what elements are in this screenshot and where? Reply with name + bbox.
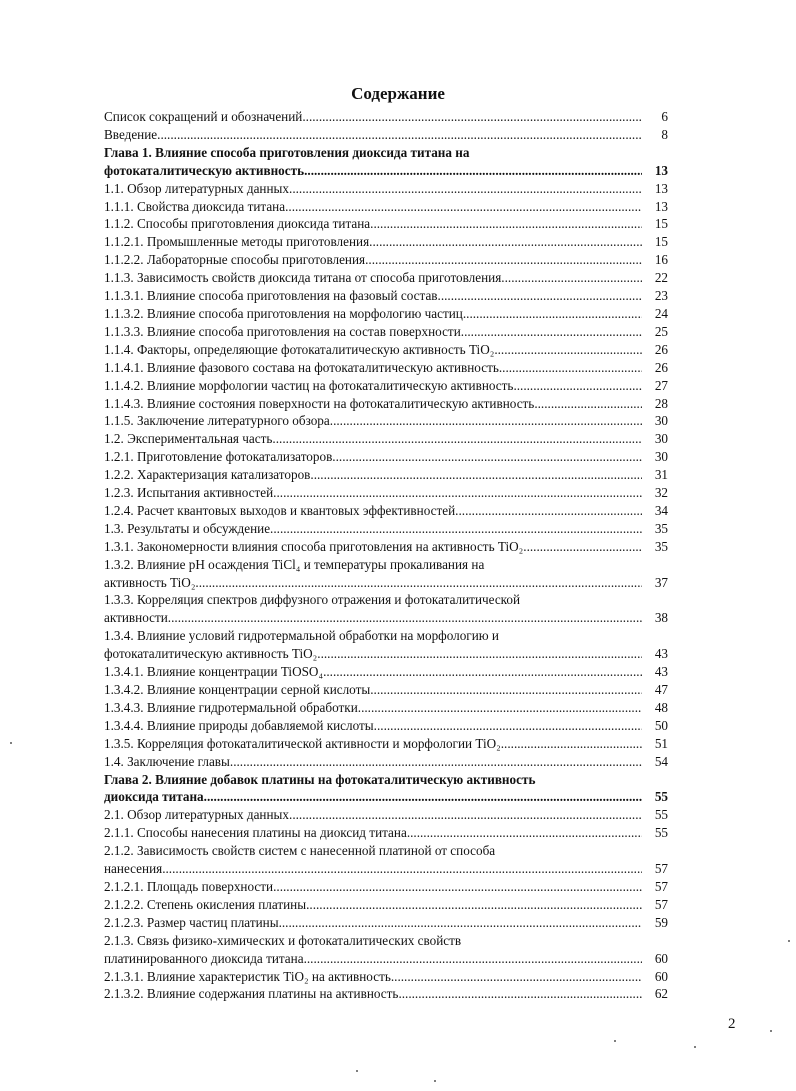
toc-entry-line <box>104 484 668 502</box>
toc-entry-title: 1.3.4.3. Влияние гидротермальной обработки <box>104 699 358 715</box>
toc-entry-title: 1.1.2. Способы приготовления диоксида титана <box>104 216 371 232</box>
dot-leader <box>310 466 642 484</box>
toc-entry-page: 23 <box>654 288 668 304</box>
toc-entry-title: 1.2. Экспериментальная часть <box>104 431 273 447</box>
toc-entry-line-continued <box>104 144 668 162</box>
dot-leader <box>370 215 642 233</box>
toc-entry-line <box>104 233 668 251</box>
toc-entry <box>104 126 668 144</box>
toc-entry-line <box>104 753 668 771</box>
toc-entry-title: 1.3.4.4. Влияние природы добавляемой кислоты <box>104 717 374 733</box>
dot-leader <box>304 950 642 968</box>
scan-speck <box>356 1070 358 1072</box>
dot-leader <box>407 824 642 842</box>
toc-entry <box>104 591 668 627</box>
toc-entry-line <box>104 717 668 735</box>
toc-entry-page: 57 <box>654 896 668 912</box>
dot-leader <box>317 645 642 663</box>
dot-leader <box>513 377 642 395</box>
toc-entry-title: 2.1.1. Способы нанесения платины на диоксид титана <box>104 825 407 841</box>
toc-entry-title: 2.1.2. Зависимость свойств систем с нанесенной платиной от способа <box>104 843 496 859</box>
toc-entry-line-continued <box>104 556 668 574</box>
toc-entry-line <box>104 609 668 627</box>
toc-entry-title: активность TiO₂ <box>104 574 196 590</box>
toc-entry-page: 30 <box>654 449 668 465</box>
toc-entry <box>104 198 668 216</box>
toc-entry-page: 8 <box>661 126 668 142</box>
toc-entry-title: 1.1.5. Заключение литературного обзора <box>104 413 330 429</box>
toc-entry-line <box>104 269 668 287</box>
toc-entry-title: 1.4. Заключение главы <box>104 753 230 769</box>
toc-entry <box>104 753 668 771</box>
toc-entry-line <box>104 341 668 359</box>
scan-speck <box>614 1040 616 1042</box>
dot-leader <box>330 412 642 430</box>
toc-entry-line <box>104 215 668 233</box>
toc-entry <box>104 251 668 269</box>
toc-entry-title: 1.2.1. Приготовление фотокатализаторов <box>104 449 333 465</box>
toc-entry-line-continued <box>104 932 668 950</box>
toc-entry-line-continued <box>104 627 668 645</box>
toc-entry-page: 13 <box>654 198 668 214</box>
dot-leader <box>302 108 642 126</box>
toc-entry-page: 26 <box>654 341 668 357</box>
toc-entry-line <box>104 323 668 341</box>
toc-entry-line <box>104 985 668 1003</box>
toc-entry-title: 2.1.2.2. Степень окисления платины <box>104 896 307 912</box>
dot-leader <box>168 609 642 627</box>
toc-entry-page: 16 <box>654 252 668 268</box>
table-of-contents <box>104 108 668 1003</box>
toc-entry-line <box>104 735 668 753</box>
toc-entry-title: 1.2.2. Характеризация катализаторов <box>104 467 311 483</box>
dot-leader <box>230 753 642 771</box>
scan-speck <box>434 1080 436 1082</box>
toc-entry-page: 37 <box>654 574 668 590</box>
toc-entry <box>104 824 668 842</box>
toc-entry-title: 2.1. Обзор литературных данных <box>104 807 290 823</box>
toc-entry-line <box>104 412 668 430</box>
scan-speck <box>694 1046 696 1048</box>
toc-entry-line <box>104 198 668 216</box>
toc-entry-page: 55 <box>654 789 668 805</box>
scan-speck <box>10 742 12 744</box>
toc-entry-line <box>104 395 668 413</box>
page-number: 2 <box>728 1016 736 1032</box>
toc-entry-title: 1.1.1. Свойства диоксида титана <box>104 198 286 214</box>
toc-entry-page: 15 <box>654 234 668 250</box>
dot-leader <box>461 323 642 341</box>
toc-entry <box>104 215 668 233</box>
toc-entry-page: 31 <box>654 467 668 483</box>
toc-entry-page: 55 <box>654 825 668 841</box>
toc-entry-line <box>104 968 668 986</box>
toc-entry <box>104 466 668 484</box>
dot-leader <box>370 681 642 699</box>
toc-entry-line <box>104 806 668 824</box>
toc-entry-page: 32 <box>654 485 668 501</box>
toc-entry-line <box>104 162 668 180</box>
toc-entry-page: 35 <box>654 520 668 536</box>
toc-entry <box>104 627 668 663</box>
toc-entry-page: 60 <box>654 968 668 984</box>
toc-entry <box>104 520 668 538</box>
toc-entry-line <box>104 251 668 269</box>
toc-entry <box>104 395 668 413</box>
toc-entry-page: 13 <box>654 180 668 196</box>
toc-entry <box>104 538 668 556</box>
toc-entry-line <box>104 896 668 914</box>
toc-entry-line <box>104 914 668 932</box>
toc-entry-title: Введение <box>104 126 158 142</box>
toc-entry-line <box>104 681 668 699</box>
dot-leader <box>365 251 642 269</box>
toc-entry-page: 47 <box>654 682 668 697</box>
toc-entry <box>104 341 668 359</box>
dot-leader <box>279 914 642 932</box>
dot-leader <box>534 395 642 413</box>
toc-entry-title: 1.3.1. Закономерности влияния способа приготовления на активность TiO₂ <box>104 538 524 554</box>
toc-entry-page: 51 <box>654 735 668 751</box>
toc-entry-page: 54 <box>654 753 668 769</box>
toc-entry <box>104 448 668 466</box>
page-title: Содержание <box>351 84 445 103</box>
toc-entry <box>104 681 668 699</box>
toc-entry-line <box>104 788 668 806</box>
toc-entry <box>104 287 668 305</box>
toc-entry <box>104 699 668 717</box>
dot-leader <box>523 538 642 556</box>
toc-entry-page: 22 <box>654 270 668 286</box>
toc-entry-title: Список сокращений и обозначений <box>104 109 303 124</box>
toc-entry-line <box>104 538 668 556</box>
dot-leader <box>391 968 642 986</box>
toc-entry-title: 1.1.2.2. Лабораторные способы приготовления <box>104 252 366 268</box>
toc-entry-page: 26 <box>654 359 668 375</box>
toc-entry-title: 1.1.4.3. Влияние состояния поверхности на фотокаталитическую активность <box>104 395 535 411</box>
toc-entry <box>104 180 668 198</box>
toc-entry <box>104 502 668 520</box>
dot-leader <box>272 430 642 448</box>
toc-entry-page: 55 <box>654 807 668 823</box>
toc-entry-page: 27 <box>654 377 668 393</box>
dot-leader <box>285 198 642 216</box>
toc-entry <box>104 144 668 180</box>
dot-leader <box>501 269 642 287</box>
dot-leader <box>499 359 642 377</box>
dot-leader <box>501 735 642 753</box>
toc-entry <box>104 108 668 126</box>
toc-entry-line <box>104 108 668 126</box>
toc-entry-line <box>104 430 668 448</box>
toc-entry-page: 60 <box>654 950 668 966</box>
toc-entry-line <box>104 448 668 466</box>
toc-entry <box>104 878 668 896</box>
dot-leader <box>273 878 642 896</box>
toc-entry-title: Глава 1. Влияние способа приготовления диоксида титана на <box>104 144 470 160</box>
dot-leader <box>494 341 642 359</box>
dot-leader <box>273 484 642 502</box>
dot-leader <box>157 126 642 144</box>
toc-entry-line-continued <box>104 771 668 789</box>
toc-entry-page: 24 <box>654 305 668 321</box>
dot-leader <box>195 574 642 592</box>
toc-entry-line <box>104 574 668 592</box>
toc-entry-title: 2.1.2.1. Площадь поверхности <box>104 878 274 894</box>
toc-entry-title: 1.1.3. Зависимость свойств диоксида титана от способа приготовления <box>104 270 502 286</box>
toc-entry <box>104 484 668 502</box>
dot-leader <box>304 162 642 180</box>
toc-entry <box>104 269 668 287</box>
toc-entry-title: 1.1.3.1. Влияние способа приготовления на фазовый состав <box>104 288 438 304</box>
toc-entry <box>104 233 668 251</box>
toc-entry-page: 34 <box>654 502 668 518</box>
toc-entry-line-continued <box>104 591 668 609</box>
toc-entry-line <box>104 377 668 395</box>
toc-entry-page: 57 <box>654 861 668 877</box>
toc-entry-line <box>104 645 668 663</box>
toc-entry-title: 1.3. Результаты и обсуждение <box>104 520 271 536</box>
toc-entry <box>104 896 668 914</box>
toc-entry <box>104 430 668 448</box>
toc-entry <box>104 412 668 430</box>
toc-entry-line <box>104 878 668 896</box>
dot-leader <box>323 663 642 681</box>
toc-entry-title: активности <box>104 610 168 626</box>
toc-entry-title: 2.1.3.1. Влияние характеристик TiO₂ на активность <box>104 968 391 984</box>
toc-entry-title: 1.2.3. Испытания активностей <box>104 485 274 501</box>
toc-entry-title: платинированного диоксида титана <box>104 950 304 966</box>
toc-entry <box>104 377 668 395</box>
toc-entry-title: 1.3.3. Корреляция спектров диффузного отражения и фотокаталитической <box>104 592 521 608</box>
toc-entry-title: Глава 2. Влияние добавок платины на фотокаталитическую активность <box>104 771 536 787</box>
toc-entry <box>104 359 668 377</box>
toc-entry-title: 1.1.2.1. Промышленные методы приготовления <box>104 234 370 250</box>
toc-entry-title: 1.3.5. Корреляция фотокаталитической активности и морфологии TiO₂ <box>104 735 501 751</box>
toc-entry <box>104 932 668 968</box>
toc-entry-line <box>104 950 668 968</box>
toc-entry-page: 28 <box>654 395 668 411</box>
toc-entry-title: 1.3.4.2. Влияние концентрации серной кислоты <box>104 682 371 697</box>
toc-entry-line <box>104 699 668 717</box>
toc-entry-page: 25 <box>654 323 668 339</box>
toc-entry-page: 48 <box>654 699 668 715</box>
toc-entry <box>104 663 668 681</box>
toc-entry-page: 13 <box>654 162 668 178</box>
toc-entry-page: 38 <box>654 610 668 626</box>
dot-leader <box>369 233 642 251</box>
toc-entry-line <box>104 520 668 538</box>
dot-leader <box>204 788 642 806</box>
toc-entry-title: 1.3.4. Влияние условий гидротермальной обработки на морфологию и <box>104 628 499 644</box>
toc-entry-page: 50 <box>654 717 668 733</box>
toc-entry <box>104 735 668 753</box>
toc-entry-title: 1.1.4. Факторы, определяющие фотокаталитическую активность TiO₂ <box>104 341 495 357</box>
toc-entry <box>104 305 668 323</box>
dot-leader <box>332 448 642 466</box>
toc-entry-title: фотокаталитическую активность <box>104 162 305 178</box>
toc-entry-title: 1.1.4.1. Влияние фазового состава на фотокаталитическую активность <box>104 359 499 375</box>
dot-leader <box>270 520 642 538</box>
dot-leader <box>438 287 642 305</box>
toc-entry-page: 15 <box>654 216 668 232</box>
toc-entry-line-continued <box>104 842 668 860</box>
toc-entry-page: 35 <box>654 538 668 554</box>
toc-entry <box>104 985 668 1003</box>
toc-entry-line <box>104 126 668 144</box>
toc-entry-title: нанесения <box>104 861 163 877</box>
toc-entry-line <box>104 287 668 305</box>
dot-leader <box>306 896 642 914</box>
toc-entry-title: 2.1.2.3. Размер частиц платины <box>104 914 279 930</box>
toc-entry-page: 59 <box>654 914 668 930</box>
toc-entry-title: 1.3.2. Влияние pH осаждения TiCl₄ и температуры прокаливания на <box>104 556 485 572</box>
toc-entry <box>104 968 668 986</box>
toc-entry-title: 2.1.3. Связь физико-химических и фотокаталитических свойств <box>104 932 462 948</box>
dot-leader <box>289 180 642 198</box>
toc-entry-page: 62 <box>654 986 668 1002</box>
toc-entry <box>104 323 668 341</box>
dot-leader <box>463 305 642 323</box>
toc-entry-title: диоксида титана <box>104 789 204 805</box>
toc-entry-line <box>104 502 668 520</box>
dot-leader <box>374 717 642 735</box>
toc-entry-page: 30 <box>654 413 668 429</box>
scan-speck <box>770 1030 772 1032</box>
toc-entry <box>104 806 668 824</box>
toc-entry-page: 57 <box>654 878 668 894</box>
toc-entry-line <box>104 180 668 198</box>
toc-entry-title: 1.2.4. Расчет квантовых выходов и квантовых эффективностей <box>104 502 456 518</box>
toc-entry <box>104 842 668 878</box>
toc-entry-line <box>104 466 668 484</box>
toc-entry-page: 43 <box>654 664 668 680</box>
dot-leader <box>289 806 642 824</box>
dot-leader <box>398 985 642 1003</box>
dot-leader <box>162 860 642 878</box>
scan-speck <box>788 940 790 942</box>
toc-entry-title: 1.1.3.3. Влияние способа приготовления на состав поверхности <box>104 323 461 339</box>
toc-entry-page: 43 <box>654 646 668 662</box>
toc-entry <box>104 717 668 735</box>
toc-entry-line <box>104 824 668 842</box>
toc-entry-line <box>104 663 668 681</box>
toc-entry-title: фотокаталитическую активность TiO₂ <box>104 646 318 662</box>
toc-entry <box>104 556 668 592</box>
toc-entry-line <box>104 359 668 377</box>
dot-leader <box>455 502 642 520</box>
toc-entry-line <box>104 305 668 323</box>
toc-entry-title: 2.1.3.2. Влияние содержания платины на активность <box>104 986 399 1002</box>
toc-entry <box>104 771 668 807</box>
toc-entry-line <box>104 860 668 878</box>
toc-entry <box>104 914 668 932</box>
toc-entry-page: 6 <box>661 109 668 124</box>
toc-entry-title: 1.1. Обзор литературных данных <box>104 180 290 196</box>
toc-entry-page: 30 <box>654 431 668 447</box>
toc-entry-title: 1.1.4.2. Влияние морфологии частиц на фотокаталитическую активность <box>104 377 514 393</box>
dot-leader <box>358 699 642 717</box>
toc-entry-title: 1.3.4.1. Влияние концентрации TiOSO₄ <box>104 664 324 680</box>
toc-entry-title: 1.1.3.2. Влияние способа приготовления на морфологию частиц <box>104 305 463 321</box>
